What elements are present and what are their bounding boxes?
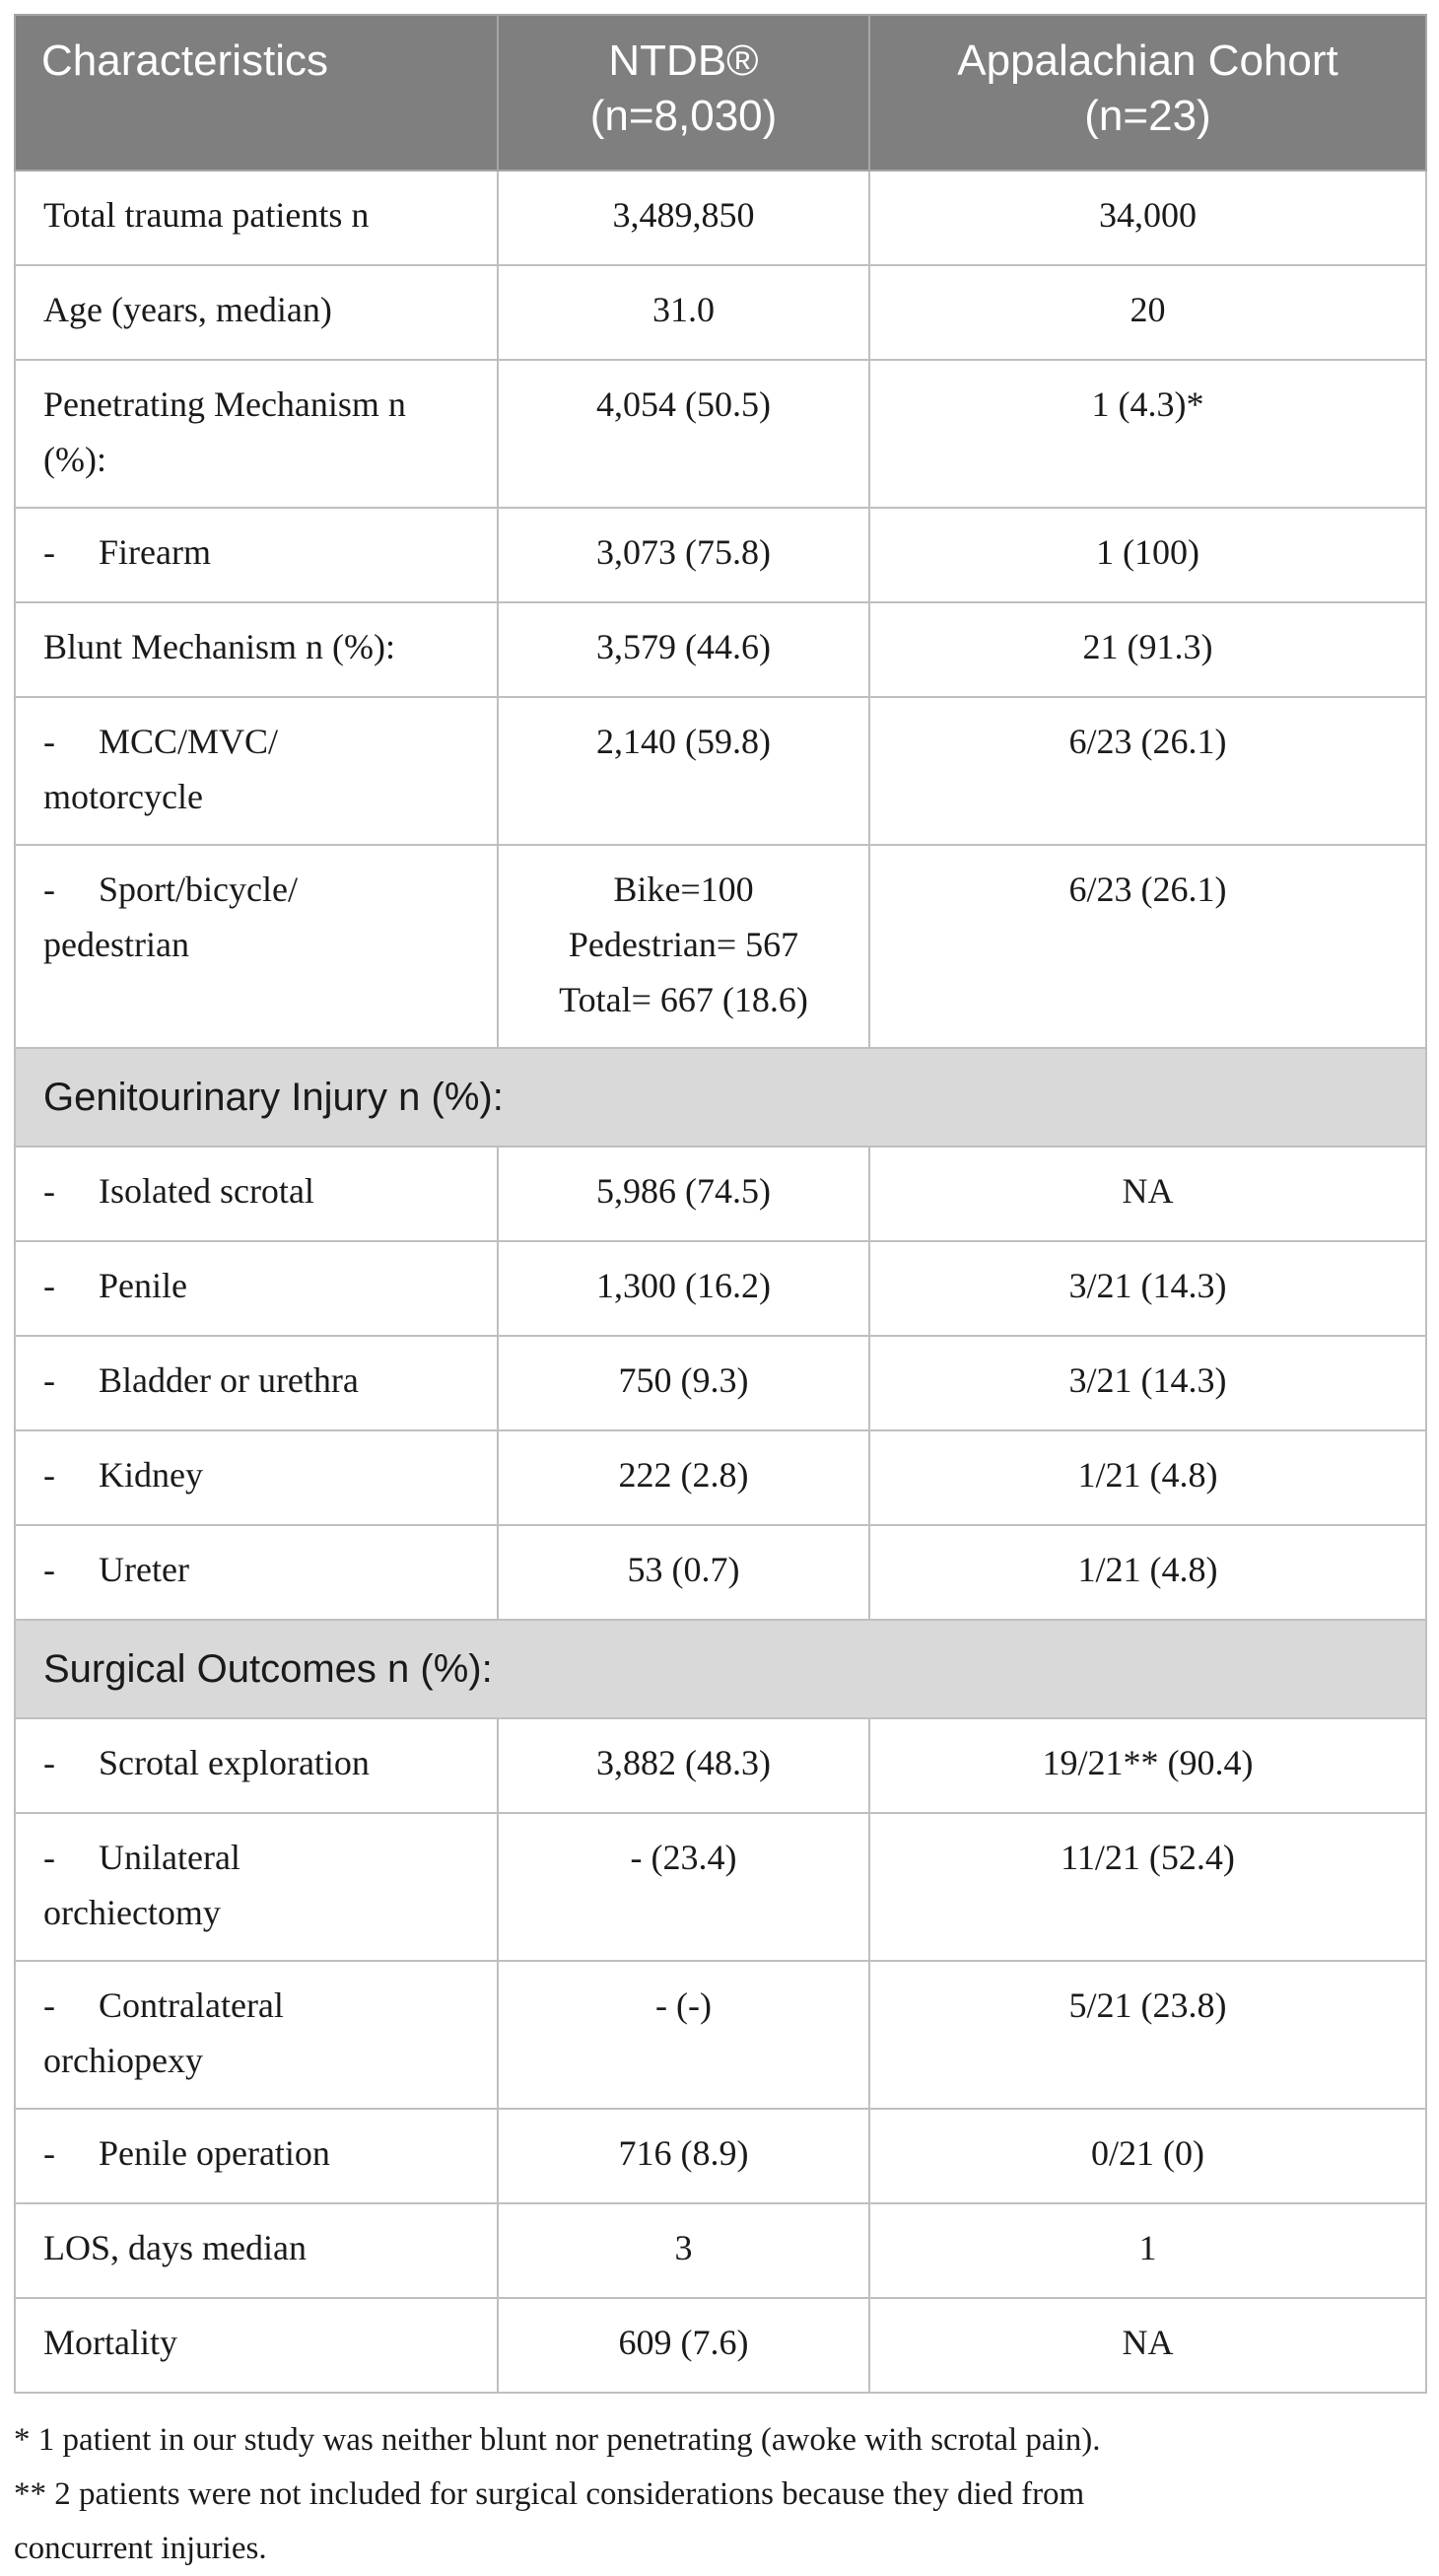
ntdb-value: - (-) [498,1961,869,2109]
row-label-text: Unilateral [99,1838,240,1877]
appalachian-value: NA [869,1147,1426,1241]
row-label [15,845,498,1048]
header-appalachian-line2: (n=23) [1084,92,1211,140]
characteristics-table [14,14,1427,2394]
appalachian-value: 1 (100) [869,508,1426,602]
ntdb-value: 609 (7.6) [498,2298,869,2393]
table-row-penile [15,1241,1426,1336]
ntdb-value: 2,140 (59.8) [498,697,869,845]
row-label [15,1336,498,1430]
dash-marker: - [43,1360,55,1400]
appalachian-value: 20 [869,265,1426,360]
dash-marker: - [43,1455,55,1495]
row-label-text: Firearm [99,532,211,572]
row-label-text: Sport/bicycle/ [99,870,298,909]
ntdb-value-line3: Total= 667 (18.6) [559,980,808,1019]
ntdb-value: 222 (2.8) [498,1430,869,1525]
table-row-penetrating [15,360,1426,508]
table-row-isolated-scrotal [15,1147,1426,1241]
header-characteristics-text: Characteristics [41,36,328,85]
appalachian-value: 34,000 [869,171,1426,265]
table-row-orchiectomy [15,1813,1426,1961]
table-row-los [15,2203,1426,2298]
ntdb-value: 3 [498,2203,869,2298]
row-label-line1 [43,862,469,917]
row-label [15,697,498,845]
row-label [15,1241,498,1336]
appalachian-value: 1/21 (4.8) [869,1430,1426,1525]
ntdb-value: 750 (9.3) [498,1336,869,1430]
header-characteristics [15,15,498,171]
row-label-text: Ureter [99,1550,189,1589]
dash-marker: - [43,1171,55,1211]
row-label-line2: orchiopexy [43,2041,203,2080]
table-row-firearm [15,508,1426,602]
row-label [15,1813,498,1961]
row-label-line1 [43,714,469,769]
table-row-age [15,265,1426,360]
row-label-text: Penile [99,1266,187,1305]
row-label-line2: pedestrian [43,925,189,964]
row-label [15,2109,498,2203]
table-row-blunt [15,602,1426,697]
row-label: Total trauma patients n [15,171,498,265]
ntdb-value: 716 (8.9) [498,2109,869,2203]
table-row-kidney [15,1430,1426,1525]
appalachian-value: 3/21 (14.3) [869,1241,1426,1336]
footnote-2-line2: concurrent injuries. [14,2531,267,2566]
appalachian-value: 19/21** (90.4) [869,1718,1426,1813]
row-label: Mortality [15,2298,498,2393]
row-label-text: Scrotal exploration [99,1743,370,1782]
dash-marker: - [43,1266,55,1305]
appalachian-value: 3/21 (14.3) [869,1336,1426,1430]
row-label [15,508,498,602]
row-label: LOS, days median [15,2203,498,2298]
row-label-text: Contralateral [99,1985,284,2025]
row-label-line1: Penetrating Mechanism n [43,384,406,424]
table-row-sport [15,845,1426,1048]
header-ntdb-line2: (n=8,030) [589,92,778,140]
header-ntdb-line1: NTDB® [608,36,759,85]
table-row-total-trauma [15,171,1426,265]
ntdb-value-line2: Pedestrian= 567 [568,925,799,964]
ntdb-value: 3,579 (44.6) [498,602,869,697]
row-label [15,1718,498,1813]
row-label-text: MCC/MVC/ [99,722,279,761]
ntdb-value: 3,489,850 [498,171,869,265]
appalachian-value: 11/21 (52.4) [869,1813,1426,1961]
table-row-penile-operation [15,2109,1426,2203]
section-row-genitourinary [15,1048,1426,1147]
footnote-2-line1: ** 2 patients were not included for surgical considerations because they died from [14,2476,1085,2512]
section-title: Surgical Outcomes n (%): [15,1620,1426,1718]
ntdb-value: 5,986 (74.5) [498,1147,869,1241]
row-label-line1 [43,1830,469,1885]
row-label-text: Penile operation [99,2133,330,2173]
ntdb-value: 53 (0.7) [498,1525,869,1620]
row-label [15,360,498,508]
row-label [15,1147,498,1241]
header-appalachian [869,15,1426,171]
ntdb-value: 31.0 [498,265,869,360]
dash-marker: - [43,1743,55,1782]
row-label-line2: motorcycle [43,777,203,816]
table-row-bladder [15,1336,1426,1430]
dash-marker: - [43,1550,55,1589]
appalachian-value: 1 [869,2203,1426,2298]
table-row-ureter [15,1525,1426,1620]
footnotes [14,2413,1425,2576]
row-label-text: Kidney [99,1455,203,1495]
header-appalachian-line1: Appalachian Cohort [957,36,1338,85]
row-label-line2: (%): [43,440,106,479]
table-header-row [15,15,1426,171]
dash-marker: - [43,532,55,572]
table-row-mcc [15,697,1426,845]
appalachian-value: 1/21 (4.8) [869,1525,1426,1620]
appalachian-value: 0/21 (0) [869,2109,1426,2203]
dash-marker: - [43,722,55,761]
ntdb-value: 3,882 (48.3) [498,1718,869,1813]
appalachian-value: NA [869,2298,1426,2393]
appalachian-value: 21 (91.3) [869,602,1426,697]
appalachian-value: 5/21 (23.8) [869,1961,1426,2109]
table-row-orchiopexy [15,1961,1426,2109]
table-row-scrotal-exploration [15,1718,1426,1813]
row-label-line2: orchiectomy [43,1893,221,1932]
footnote-1: * 1 patient in our study was neither blunt nor penetrating (awoke with scrotal pain). [14,2422,1101,2458]
appalachian-value: 6/23 (26.1) [869,845,1426,1048]
section-row-surgical-outcomes [15,1620,1426,1718]
ntdb-value: 3,073 (75.8) [498,508,869,602]
table-row-mortality [15,2298,1426,2393]
appalachian-value: 6/23 (26.1) [869,697,1426,845]
dash-marker: - [43,2133,55,2173]
ntdb-value: 4,054 (50.5) [498,360,869,508]
ntdb-value: 1,300 (16.2) [498,1241,869,1336]
row-label [15,1525,498,1620]
dash-marker: - [43,1985,55,2025]
section-title: Genitourinary Injury n (%): [15,1048,1426,1147]
appalachian-value: 1 (4.3)* [869,360,1426,508]
row-label-text: Bladder or urethra [99,1360,359,1400]
row-label-text: Isolated scrotal [99,1171,314,1211]
ntdb-value-line1: Bike=100 [613,870,754,909]
row-label: Age (years, median) [15,265,498,360]
ntdb-value: - (23.4) [498,1813,869,1961]
row-label [15,1961,498,2109]
document [14,14,1425,2576]
row-label [15,1430,498,1525]
row-label: Blunt Mechanism n (%): [15,602,498,697]
ntdb-value [498,845,869,1048]
dash-marker: - [43,1838,55,1877]
header-ntdb [498,15,869,171]
row-label-line1 [43,1978,469,2033]
dash-marker: - [43,870,55,909]
